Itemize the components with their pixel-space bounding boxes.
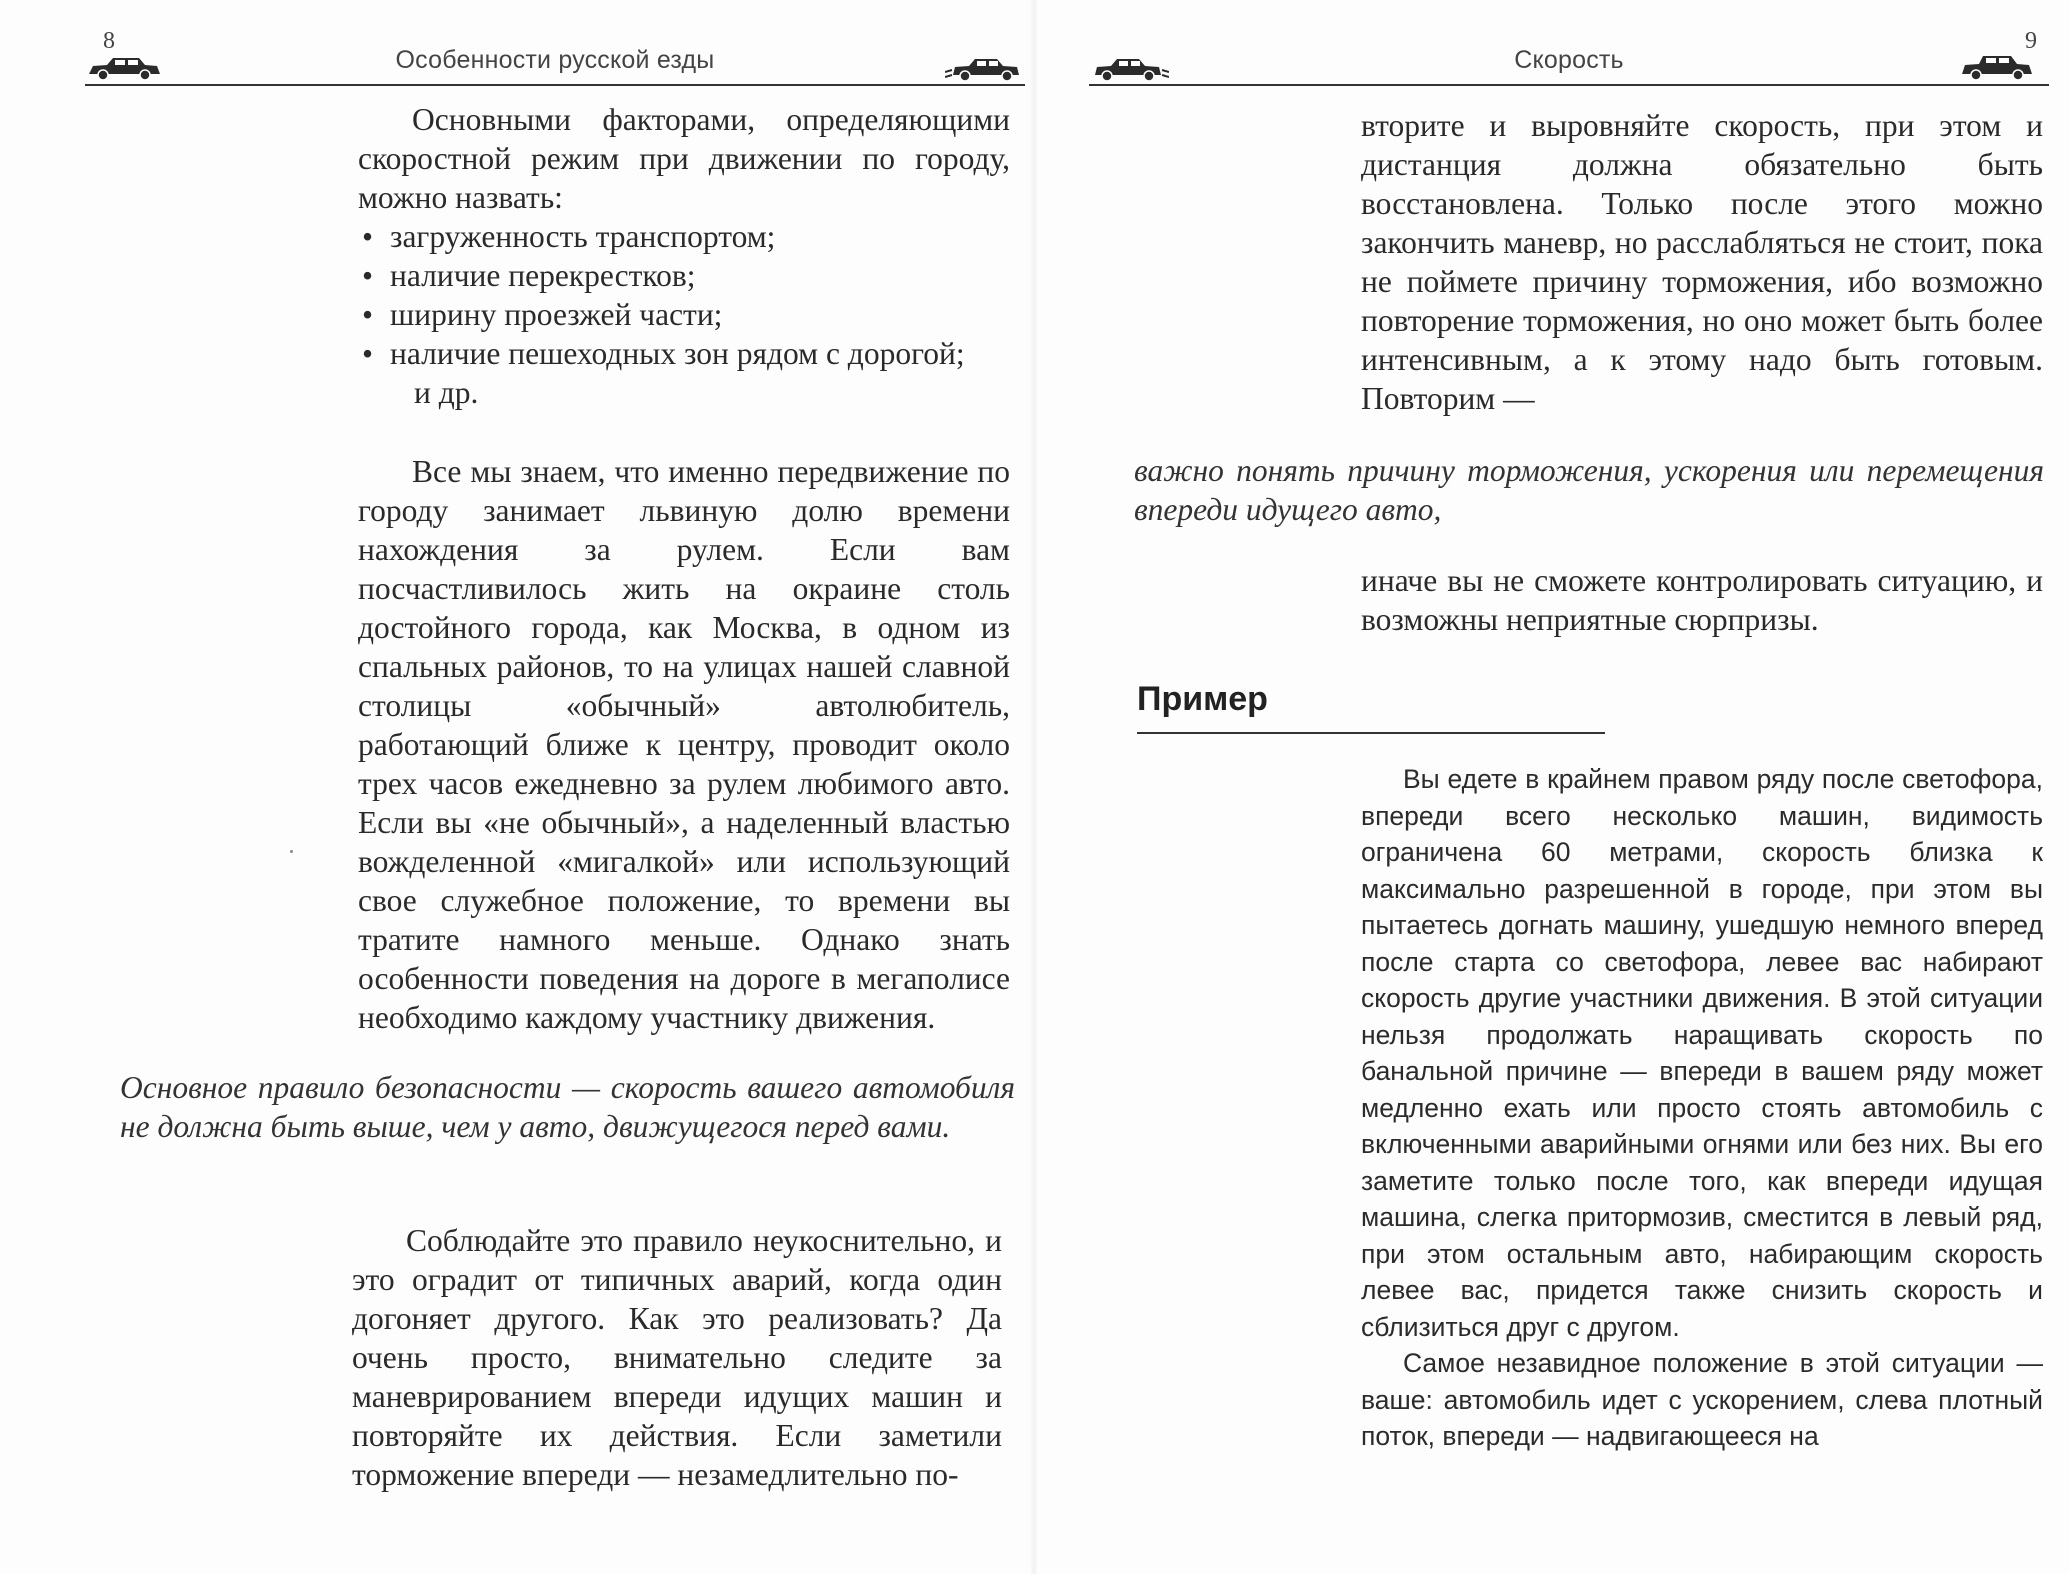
left-running-head-title: Особенности русской езды	[395, 46, 715, 74]
left-header-rule	[85, 84, 1025, 86]
list-item: • ширину проезжей части;	[362, 295, 1022, 334]
example-paragraph: Вы едете в крайнем правом ряду после светофора, впереди всего несколько машин, видимость ограничена 60 метрами, скорость близка к максимально разрешенной в городе, при этом вы пытаетесь догнать машину, ушедшую немного вперед после старта со светофора, левее вас набирают скорость другие участники движения. В этой ситуации нельзя продолжать наращивать скорость по банальной причине — впереди в вашем ряду может медленно ехать или просто стоять автомобиль с включенными аварийными огнями или без них. Вы его заметите только после того, как впереди идущая машина, слегка притормозив, сместится в левый ряд, при этом остальным авто, набирающим скорость левее вас, придется также снизить скорость и сблизиться друг с другом.	[1361, 764, 2043, 1342]
left-page-number: 8	[103, 28, 115, 54]
paragraph: вторите и выровняйте скорость, при этом и дистанция должна обязательно быть восстановлена. Только после этого можно закончить маневр, но расслабляться не стоит, пока не поймете причину торможения, ибо возможно повторение торможения, но оно может быть более интенсивным, а к этому надо быть готовым. Повторим —	[1361, 108, 2043, 416]
right-continued-block	[1361, 106, 2043, 418]
left-page	[0, 0, 1034, 1574]
list-item: • наличие пешеходных зон рядом с дорогой;	[362, 334, 1022, 373]
right-running-head	[1089, 28, 2049, 86]
paragraph: иначе вы не сможете контролировать ситуацию, и возможны неприятные сюрпризы.	[1361, 563, 2043, 637]
paragraph: Соблюдайте это правило неукоснительно, и это оградит от типичных аварий, когда один догоняет другого. Как это реализовать? Да очень просто, внимательно следите за маневрированием впереди идущих машин и повторяйте их действия. Если заметили торможение впереди — незамедлительно по-	[352, 1223, 1002, 1492]
safety-rule-block	[120, 1068, 1015, 1146]
left-paragraph-2-block	[352, 1221, 1002, 1494]
list-item: • наличие перекрестков;	[362, 256, 1022, 295]
example-block	[1361, 761, 2043, 1455]
list-continuation: и др.	[414, 375, 479, 410]
right-after-italic-block	[1361, 561, 2043, 639]
right-header-rule	[1089, 84, 2049, 86]
right-running-head-title: Скорость	[1514, 46, 1624, 74]
paragraph: Все мы знаем, что именно передвижение по городу занимает львиную долю времени нахождения за рулем. Если вам посчастливилось жить на окраине столь достойного города, как Москва, в одном из спальных районов, то на улицах нашей славной столицы «обычный» автолюбитель, работающий ближе к центру, проводит около трех часов ежедневно за рулем любимого авто. Если вы «не обычный», а наделенный властью вожделенной «мигалкой» или использующий свое служебное положение, то времени вы тратите намного меньше. Однако знать особенности поведения на дороге в мегаполисе необходимо каждому участнику движения.	[358, 454, 1010, 1035]
list-item: • загруженность транспортом;	[362, 217, 1022, 256]
right-page	[1034, 0, 2069, 1574]
left-running-head	[85, 28, 1025, 86]
key-point-italic: важно понять причину торможения, ускорения или перемещения впереди идущего авто,	[1134, 453, 2044, 527]
left-intro-block	[358, 100, 1010, 217]
right-italic-block	[1134, 451, 2044, 529]
safety-rule-italic: Основное правило безопасности — скорость вашего автомобиля не должна быть выше, чем у авто, движущегося перед вами.	[120, 1070, 1015, 1144]
car-icon	[945, 54, 1025, 82]
intro-paragraph: Основными факторами, определяющими скоростной режим при движении по городу, можно назвать:	[358, 102, 1010, 215]
right-page-number: 9	[2025, 28, 2037, 54]
left-paragraph-1-block	[358, 452, 1010, 1037]
section-heading-rule	[1137, 732, 1605, 734]
section-heading: Пример	[1137, 680, 1268, 718]
paper-speck	[290, 850, 293, 853]
factor-list	[362, 217, 1022, 412]
car-icon	[1959, 52, 2035, 82]
example-paragraph: Самое незавидное положение в этой ситуации — ваше: автомобиль идет с ускорением, слева плотный поток, впереди — надвигающееся на	[1361, 1348, 2043, 1451]
